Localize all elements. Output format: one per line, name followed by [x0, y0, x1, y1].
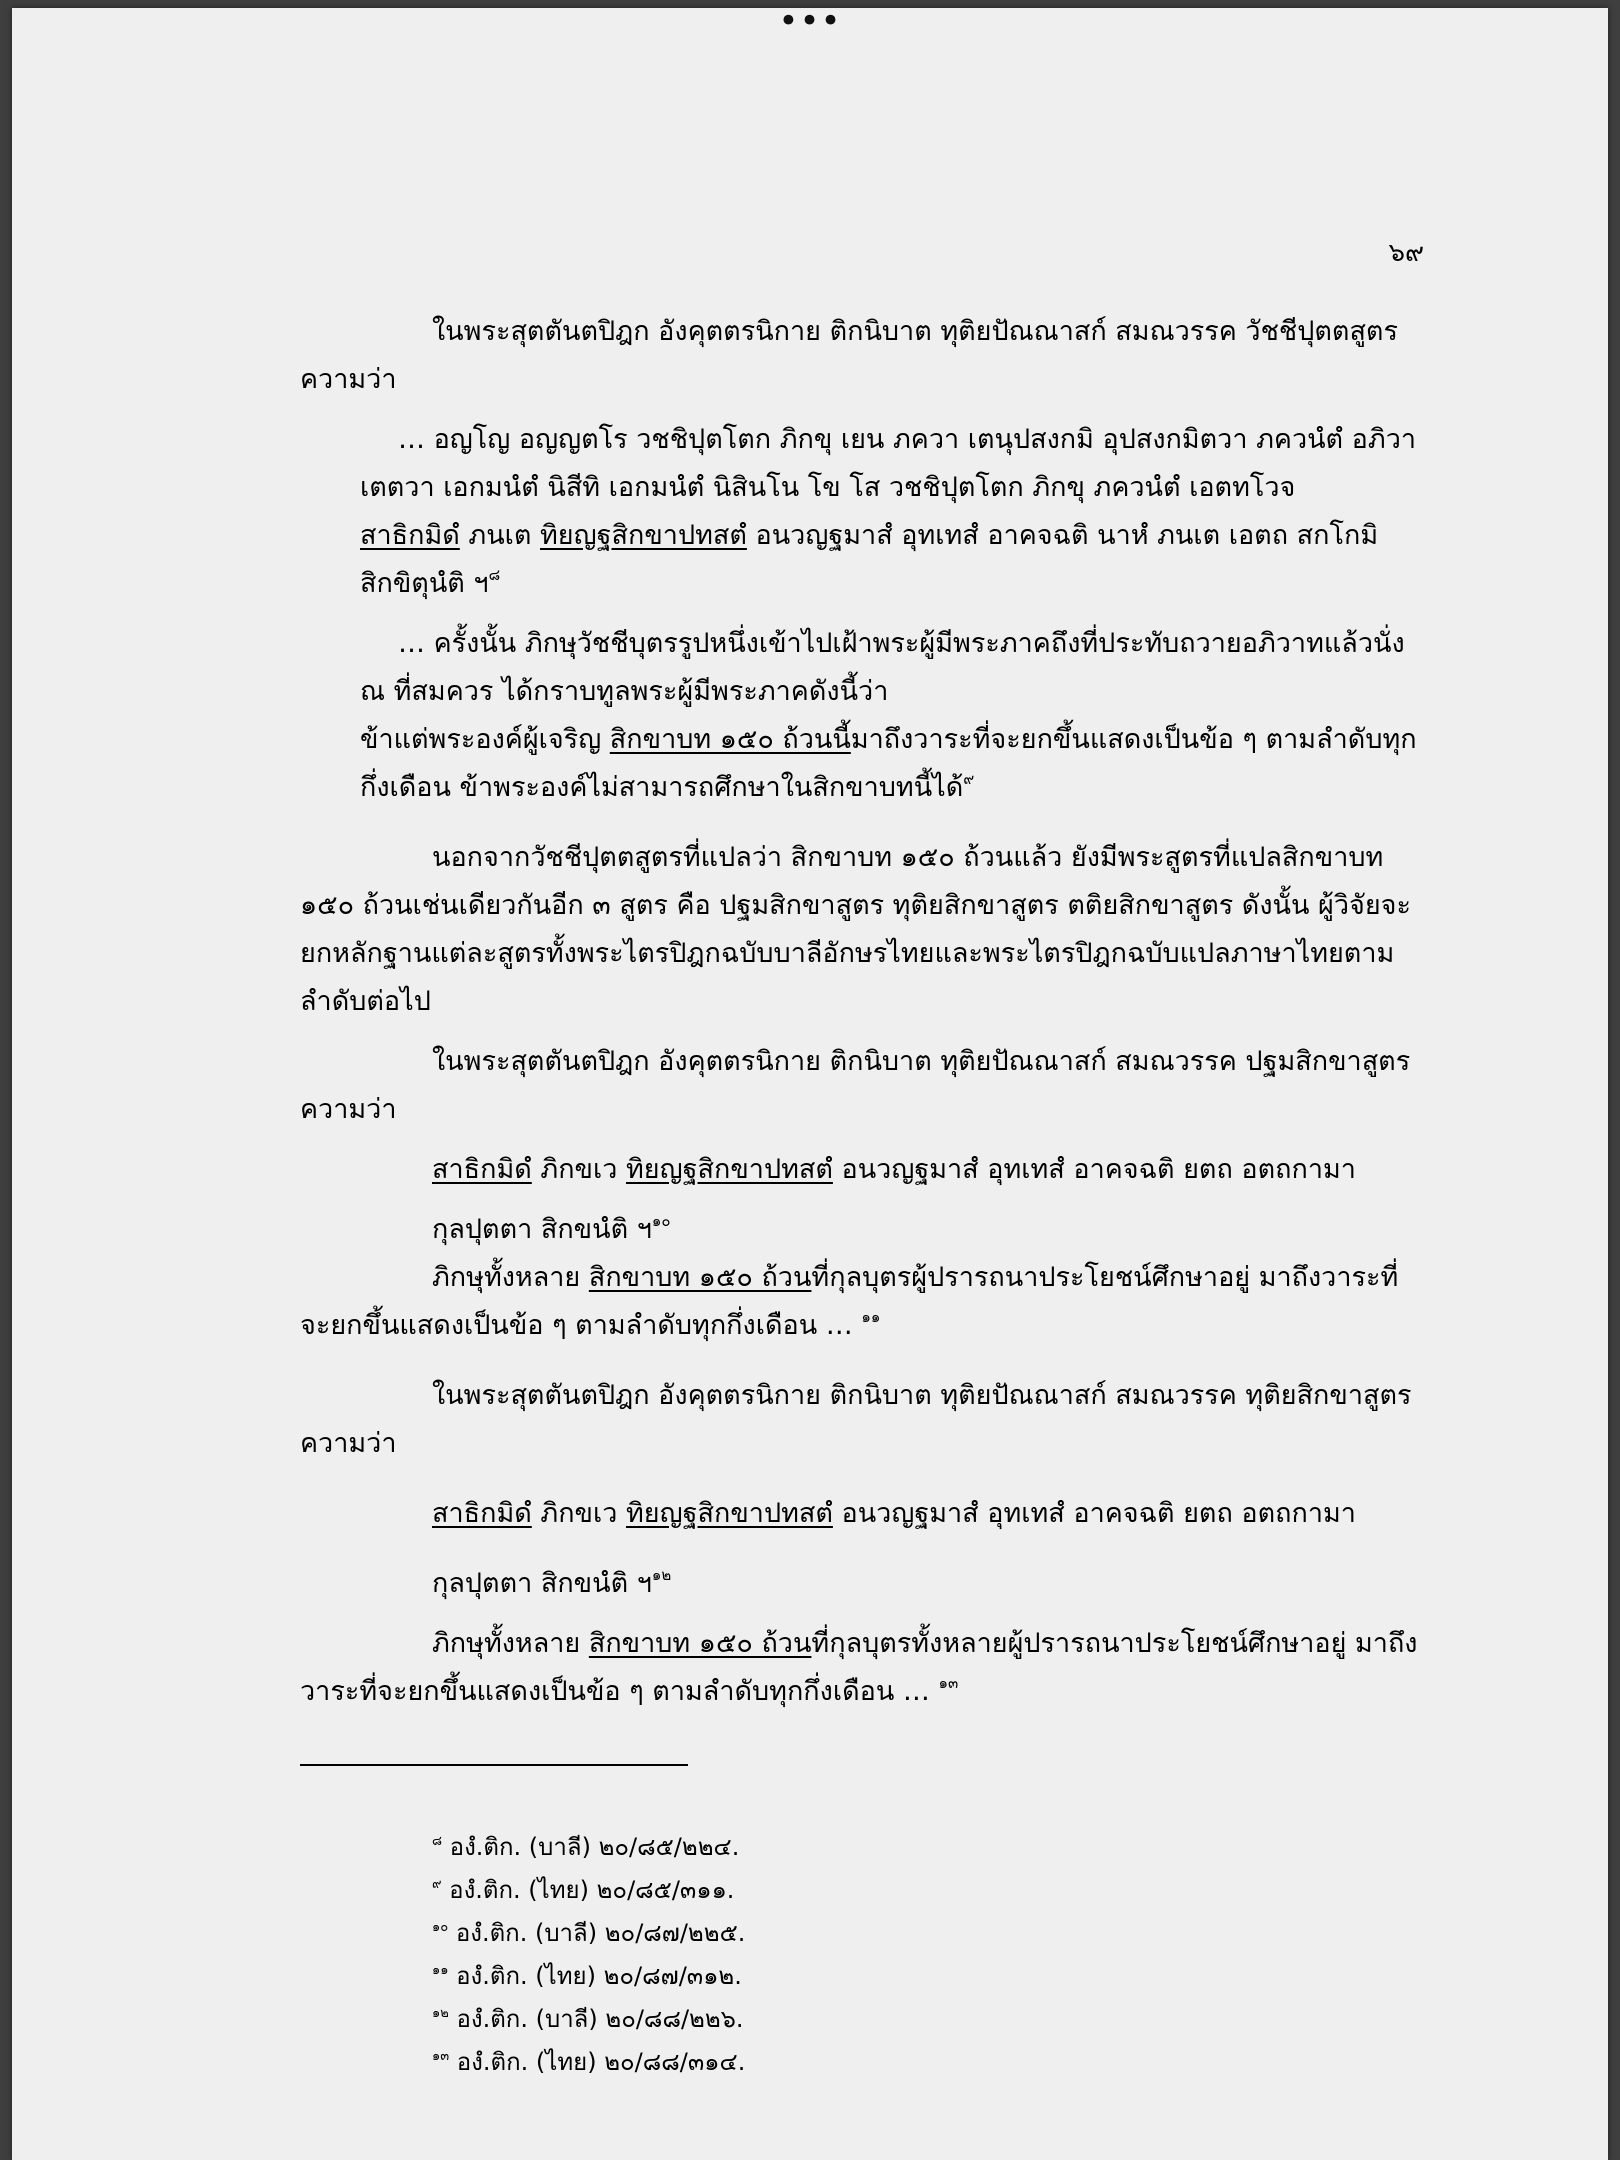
footnote-separator [300, 1764, 688, 1766]
footnote-text: องํ.ติก. (บาลี) ๒๐/๘๘/๒๒๖. [448, 2005, 744, 2033]
footnote-item [432, 1869, 745, 1912]
quote-text: อนวญฐมาสํ อุทเทสํ อาคจฉติ ยตถ อตถกามา [832, 1154, 1356, 1185]
thai-translation-pathama [300, 1254, 1424, 1350]
paragraph-other-suttas: นอกจากวัชชีปุตตสูตรที่แปลว่า สิกขาบท ๑๕๐ ถ้วนแล้ว ยังมีพระสูตรที่แปลสิกขาบท ๑๕๐ ถ้วนเช่นเดียวกันอีก ๓ สูตร คือ ปฐมสิกขาสูตร ทุติยสิกขาสูตร ตติยสิกขาสูตร ดังนั้น ผู้วิจัยจะยกหลักฐานแต่ละสูตรทั้งพระไตรปิฎกฉบับบาลีอักษรไทยและพระไตรปิฎกฉบับแปลภาษาไทยตามลำดับต่อไป [300, 842, 1411, 1017]
footnote-item [432, 1912, 745, 1955]
translation-text: ภิกษุทั้งหลาย [432, 1262, 589, 1293]
underlined-term: ทิยญฐสิกขาปทสตํ [625, 1498, 833, 1529]
paragraph-intro-pathama: ในพระสุตตันตปิฎก อังคุตตรนิกาย ติกนิบาต ทุติยปัณณาสก์ สมณวรรค ปฐมสิกขาสูตร ความว่า [300, 1046, 1411, 1125]
quote-text: ภิกขเว [531, 1154, 626, 1185]
footnote-ref[interactable]: ๑๑ [861, 1308, 881, 1326]
footnote-mark: ๑๒ [432, 2006, 449, 2021]
underlined-term: สิกขาบท ๑๕๐ ถ้วน [588, 1628, 812, 1659]
footnote-ref[interactable]: ๑๒ [651, 1566, 672, 1584]
quote-text: ภิกขเว [531, 1498, 626, 1529]
footnote-text: องํ.ติก. (บาลี) ๒๐/๘๕/๒๒๔. [442, 1833, 740, 1861]
more-options-icon[interactable]: ••• [778, 8, 842, 41]
footnotes [432, 1826, 745, 2084]
document-body [300, 308, 1424, 1716]
footnote-mark: ๑๐ [432, 1920, 449, 1935]
pali-quote-text: … อญโญ อญญตโร วชชิปุตโตก ภิกขุ เยน ภควา เตนุปสงกมิ อุปสงกมิตวา ภควนํตํ อภิวาเตตวา เอกมนํตํ นิสีทิ เอกมนํตํ นิสินโน โข โส วชชิปุตโตก ภิกขุ ภควนํตํ เอตทโวจ [360, 424, 1417, 503]
underlined-term: สาธิกมิดํ [432, 1498, 532, 1529]
footnote-ref[interactable]: ๑๐ [651, 1212, 671, 1230]
thai-translation-vajjiputta [300, 620, 1424, 812]
document-page [12, 8, 1608, 2160]
translation-text: ข้าแต่พระองค์ผู้เจริญ [360, 724, 610, 755]
footnote-item [432, 1826, 745, 1869]
quote-text: กุลปุตตา สิกขนํติ ฯ [432, 1214, 652, 1245]
footnote-mark: ๑๓ [432, 2049, 450, 2064]
footnote-mark: ๑๑ [432, 1963, 449, 1978]
quote-text: ภนเต [459, 520, 540, 551]
paragraph-intro-dutiya: ในพระสุตตันตปิฎก อังคุตตรนิกาย ติกนิบาต ทุติยปัณณาสก์ สมณวรรค ทุติยสิกขาสูตร ความว่า [300, 1380, 1412, 1459]
thai-translation-dutiya [300, 1620, 1424, 1716]
footnote-text: องํ.ติก. (บาลี) ๒๐/๘๗/๒๒๕. [448, 1919, 746, 1947]
quote-text: อนวญฐมาสํ อุทเทสํ อาคจฉติ นาหํ ภนเต เอตถ สกโกมิ สิกขิตุนํติ ฯ [360, 520, 1379, 599]
pali-quote-pathama [300, 1146, 1424, 1194]
footnote-mark: ๙ [432, 1877, 442, 1892]
translation-text: … ครั้งนั้น ภิกษุวัชชีบุตรรูปหนึ่งเข้าไปเฝ้าพระผู้มีพระภาคถึงที่ประทับถวายอภิวาทแล้วนั่ง ณ ที่สมควร ได้กราบทูลพระผู้มีพระภาคดังนี้ว่า [360, 628, 1405, 707]
footnote-ref[interactable]: ๑๓ [938, 1674, 959, 1692]
footnote-text: องํ.ติก. (ไทย) ๒๐/๘๘/๓๑๔. [449, 2048, 746, 2076]
footnote-ref[interactable]: ๙ [963, 770, 975, 788]
translation-text: มาถึงวาระที่จะยกขึ้นแสดงเป็นข้อ ๆ ตามลำดับทุกกึ่งเดือน ข้าพระองค์ไม่สามารถศึกษาในสิกขาบทนี้ได้ [360, 724, 1417, 803]
footnote-item [432, 1998, 745, 2041]
underlined-term: ทิยญฐสิกขาปทสตํ [625, 1154, 833, 1185]
underlined-term: สิกขาบท ๑๕๐ ถ้วน [588, 1262, 812, 1293]
underlined-term: สิกขาบท ๑๕๐ ถ้วนนี้ [609, 724, 851, 755]
footnote-mark: ๘ [432, 1834, 443, 1849]
pali-quote-dutiya-line2 [300, 1560, 1424, 1608]
page-number: ๖๙ [1388, 238, 1424, 268]
underlined-term: ทิยญฐสิกขาปทสตํ [540, 520, 747, 551]
pali-quote-dutiya [300, 1490, 1424, 1538]
pali-quote-vajjiputta [300, 416, 1424, 608]
underlined-term: สาธิกมิดํ [360, 520, 460, 551]
quote-text: อนวญฐมาสํ อุทเทสํ อาคจฉติ ยตถ อตถกามา [832, 1498, 1356, 1529]
footnote-item [432, 2041, 745, 2084]
pali-quote-pathama-line2 [300, 1206, 1424, 1254]
footnote-item [432, 1955, 745, 1998]
translation-text: ที่กุลบุตรทั้งหลายผู้ปรารถนาประโยชน์ศึกษาอยู่ มาถึงวาระที่จะยกขึ้นแสดงเป็นข้อ ๆ ตามลำดับทุกกึ่งเดือน … [300, 1628, 1418, 1707]
footnote-ref[interactable]: ๘ [488, 566, 501, 584]
translation-text: ที่กุลบุตรผู้ปรารถนาประโยชน์ศึกษาอยู่ มาถึงวาระที่จะยกขึ้นแสดงเป็นข้อ ๆ ตามลำดับทุกกึ่งเดือน … [300, 1262, 1399, 1341]
footnote-text: องํ.ติก. (ไทย) ๒๐/๘๗/๓๑๒. [448, 1962, 742, 1990]
quote-text: กุลปุตตา สิกขนํติ ฯ [432, 1568, 652, 1599]
paragraph-intro-vajjiputta: ในพระสุตตันตปิฎก อังคุตตรนิกาย ติกนิบาต ทุติยปัณณาสก์ สมณวรรค วัชชีปุตตสูตร ความว่า [300, 316, 1398, 395]
translation-text: ภิกษุทั้งหลาย [432, 1628, 589, 1659]
underlined-term: สาธิกมิดํ [432, 1154, 532, 1185]
footnote-text: องํ.ติก. (ไทย) ๒๐/๘๕/๓๑๑. [441, 1876, 735, 1904]
